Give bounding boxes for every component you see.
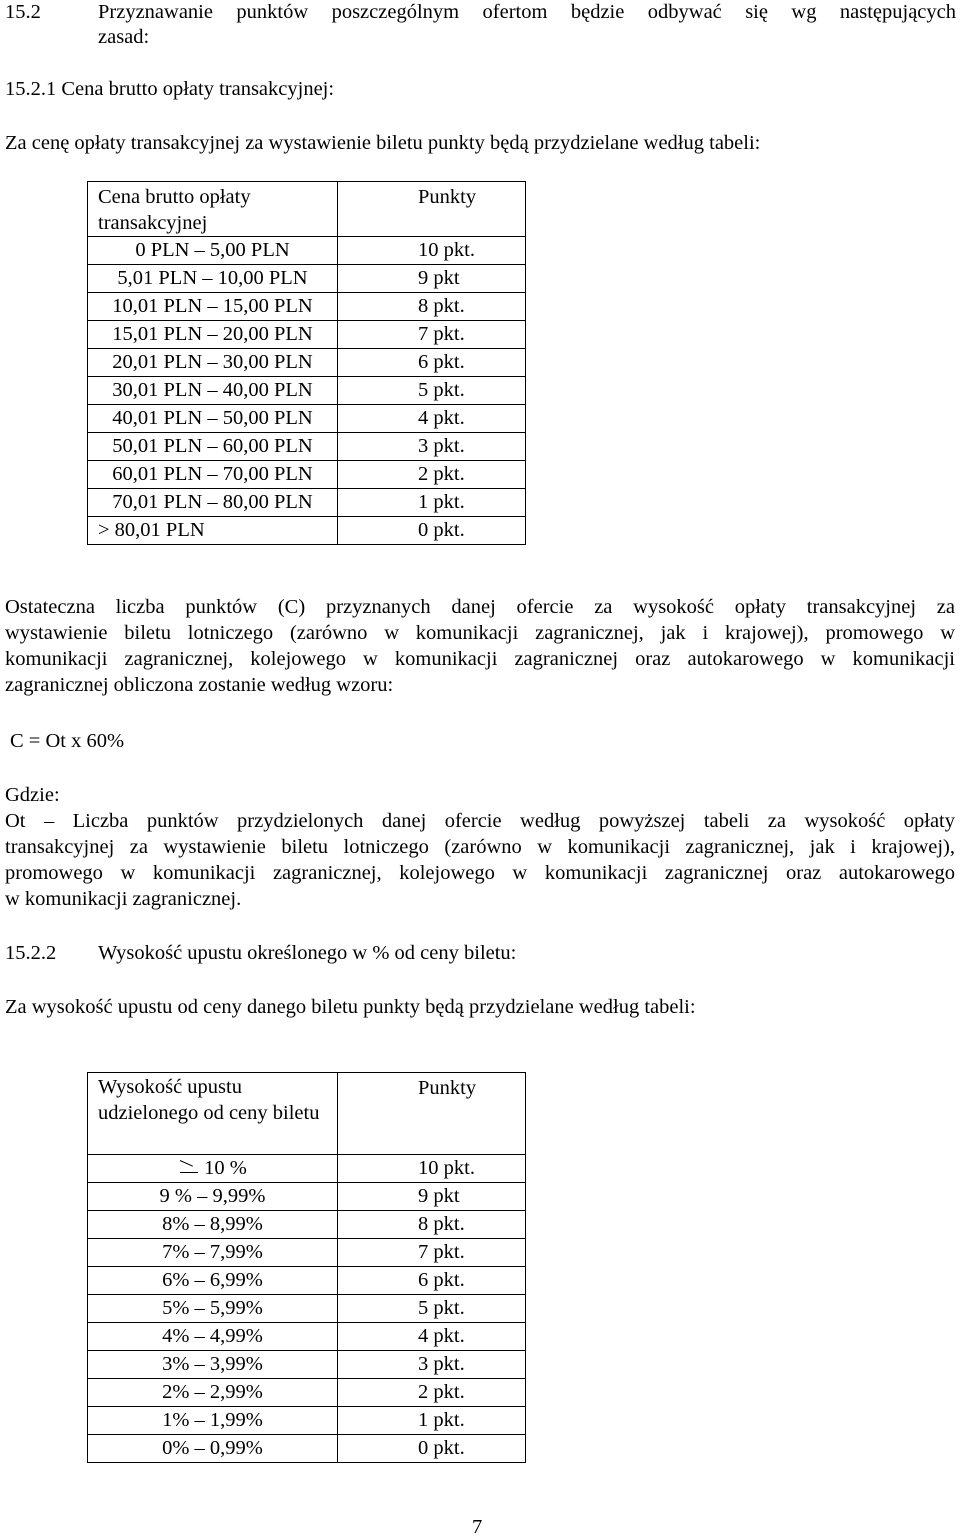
points-cell: 4 pkt.	[338, 405, 526, 433]
points-cell: 0 pkt.	[338, 1435, 526, 1463]
paragraph-line: zagranicznej obliczona zostanie według wzoru:	[5, 674, 394, 696]
range-cell: 70,01 PLN – 80,00 PLN	[88, 489, 338, 517]
table-row	[88, 1295, 526, 1323]
points-cell: 10 pkt.	[338, 237, 526, 265]
range-cell: > 80,01 PLN	[88, 517, 338, 545]
points-cell: 5 pkt.	[338, 1295, 526, 1323]
page-number: 7	[472, 1516, 483, 1538]
section-15-2-1-intro: Za cenę opłaty transakcyjnej za wystawienie biletu punkty będą przydzielane według tabeli:	[5, 132, 761, 154]
table-header-discount: Wysokość upustu udzielonego od ceny biletu	[88, 1073, 338, 1155]
points-cell: 3 pkt.	[338, 1351, 526, 1379]
paragraph-line: transakcyjnej za wystawienie biletu lotniczego (zarówno w komunikacji zagranicznej, jak i krajowej),	[5, 836, 955, 858]
range-cell: 5,01 PLN – 10,00 PLN	[88, 265, 338, 293]
range-cell: 1% – 1,99%	[88, 1407, 338, 1435]
table-row	[88, 1379, 526, 1407]
table-row	[88, 377, 526, 405]
section-15-2-2-heading: Wysokość upustu określonego w % od ceny biletu:	[98, 942, 517, 964]
table-row	[88, 237, 526, 265]
table-row	[88, 405, 526, 433]
points-cell: 9 pkt	[338, 1183, 526, 1211]
points-cell: 7 pkt.	[338, 1239, 526, 1267]
gdzie-label: Gdzie:	[5, 784, 60, 806]
section-15-2-title-line1: Przyznawanie punktów poszczególnym ofertom będzie odbywać się wg następujących	[98, 1, 956, 23]
range-cell: 3% – 3,99%	[88, 1351, 338, 1379]
paragraph-line: Ot – Liczba punktów przydzielonych danej ofercie według powyższej tabeli za wysokość opłaty	[5, 810, 955, 832]
paragraph-line: komunikacji zagranicznej, kolejowego w komunikacji zagranicznej oraz autokarowego w komunikacji	[5, 648, 955, 670]
table-row	[88, 489, 526, 517]
table-row	[88, 461, 526, 489]
greater-or-equal-icon	[178, 1156, 200, 1176]
range-cell: 8% – 8,99%	[88, 1211, 338, 1239]
range-cell: 0 PLN – 5,00 PLN	[88, 237, 338, 265]
points-cell: 10 pkt.	[338, 1155, 526, 1183]
table-row	[88, 1435, 526, 1463]
table-row	[88, 1183, 526, 1211]
section-15-2-2-intro: Za wysokość upustu od ceny danego biletu punkty będą przydzielane według tabeli:	[5, 996, 696, 1018]
table-row	[88, 1211, 526, 1239]
range-cell: 20,01 PLN – 30,00 PLN	[88, 349, 338, 377]
range-cell: 15,01 PLN – 20,00 PLN	[88, 321, 338, 349]
range-cell: 50,01 PLN – 60,00 PLN	[88, 433, 338, 461]
range-cell: 6% – 6,99%	[88, 1267, 338, 1295]
table-row	[88, 1351, 526, 1379]
formula: C = Ot x 60%	[10, 730, 125, 752]
range-cell: 7% – 7,99%	[88, 1239, 338, 1267]
points-cell: 5 pkt.	[338, 377, 526, 405]
range-cell: 30,01 PLN – 40,00 PLN	[88, 377, 338, 405]
table-row	[88, 433, 526, 461]
points-cell: 7 pkt.	[338, 321, 526, 349]
table-row	[88, 1267, 526, 1295]
section-number-15-2-2: 15.2.2	[5, 942, 57, 964]
range-cell: 40,01 PLN – 50,00 PLN	[88, 405, 338, 433]
range-cell: 0% – 0,99%	[88, 1435, 338, 1463]
table-row	[88, 1155, 526, 1183]
points-cell: 1 pkt.	[338, 1407, 526, 1435]
points-cell: 0 pkt.	[338, 517, 526, 545]
section-15-2-title-line2: zasad:	[98, 26, 150, 48]
paragraph-line: w komunikacji zagranicznej.	[5, 888, 242, 910]
table-header-row	[88, 182, 526, 237]
table-row	[88, 1407, 526, 1435]
range-value: 10 %	[204, 1157, 247, 1179]
table-row	[88, 321, 526, 349]
table-row	[88, 517, 526, 545]
table-header-points: Punkty	[338, 1073, 526, 1155]
table-row	[88, 293, 526, 321]
transaction-fee-points-table	[87, 181, 526, 545]
points-cell: 2 pkt.	[338, 461, 526, 489]
section-number-15-2: 15.2	[5, 1, 41, 23]
range-cell: 4% – 4,99%	[88, 1323, 338, 1351]
range-cell	[88, 1155, 338, 1183]
points-cell: 8 pkt.	[338, 293, 526, 321]
points-cell: 6 pkt.	[338, 1267, 526, 1295]
table-row	[88, 1239, 526, 1267]
points-cell: 9 pkt	[338, 265, 526, 293]
points-cell: 4 pkt.	[338, 1323, 526, 1351]
table-header-row	[88, 1073, 526, 1155]
table-header-fee: Cena brutto opłaty transakcyjnej	[88, 182, 338, 237]
points-cell: 2 pkt.	[338, 1379, 526, 1407]
paragraph-line: wystawienie biletu lotniczego (zarówno w komunikacji zagranicznej, jak i krajowej), promowego w	[5, 622, 955, 644]
points-cell: 1 pkt.	[338, 489, 526, 517]
paragraph-line: Ostateczna liczba punktów (C) przyznanych danej ofercie za wysokość opłaty transakcyjnej za	[5, 596, 955, 618]
paragraph-line: promowego w komunikacji zagranicznej, kolejowego w komunikacji zagranicznej oraz autokarowego	[5, 862, 955, 884]
points-cell: 3 pkt.	[338, 433, 526, 461]
points-cell: 6 pkt.	[338, 349, 526, 377]
table-row	[88, 349, 526, 377]
discount-points-table	[87, 1072, 526, 1463]
range-cell: 9 % – 9,99%	[88, 1183, 338, 1211]
table-row	[88, 1323, 526, 1351]
range-cell: 2% – 2,99%	[88, 1379, 338, 1407]
table-row	[88, 265, 526, 293]
table-header-points: Punkty	[338, 182, 526, 237]
range-cell: 10,01 PLN – 15,00 PLN	[88, 293, 338, 321]
range-cell: 60,01 PLN – 70,00 PLN	[88, 461, 338, 489]
range-cell: 5% – 5,99%	[88, 1295, 338, 1323]
section-15-2-1-heading: 15.2.1 Cena brutto opłaty transakcyjnej:	[5, 78, 335, 100]
points-cell: 8 pkt.	[338, 1211, 526, 1239]
